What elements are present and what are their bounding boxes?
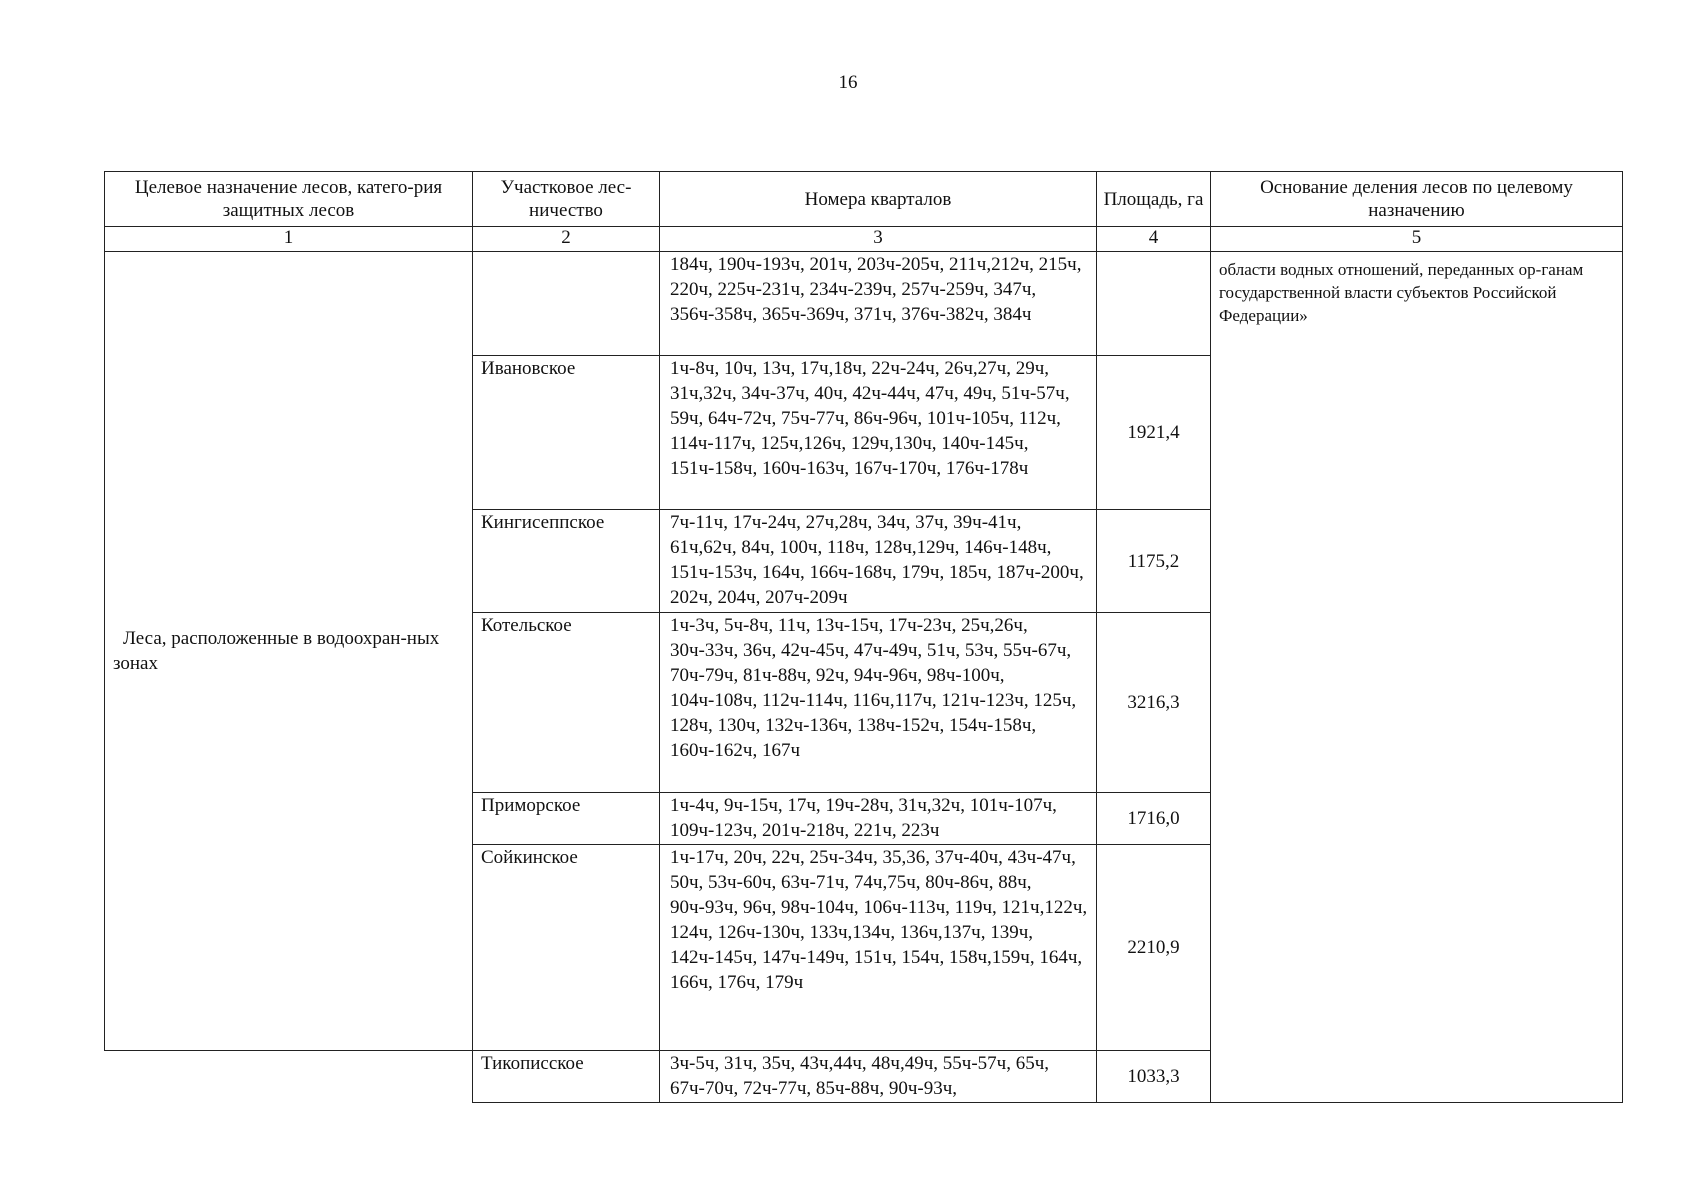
quarters-cell: 1ч-3ч, 5ч-8ч, 11ч, 13ч-15ч, 17ч-23ч, 25ч,26ч, 30ч-33ч, 36ч, 42ч-45ч, 47ч-49ч, 51ч, 53ч, 55ч-67ч, 70ч-79ч, 81ч-88ч, 92ч, 94ч-96ч, 98ч-100ч, 104ч-108ч, 112ч-114ч, 116ч,117ч, 121ч-123ч, 125ч, 128ч, 130ч, 132ч-136ч, 138ч-152ч, 154ч-158ч, 160ч-162ч, 167ч	[660, 613, 1097, 793]
header-area: Площадь, га	[1097, 172, 1211, 227]
purpose-text: Леса, расположенные в водоохран-ных зонах	[113, 628, 440, 674]
empty-purpose-cell	[105, 1051, 473, 1103]
header-row	[105, 172, 1623, 227]
area-cell	[1097, 252, 1211, 356]
forestry-cell: Сойкинское	[473, 845, 660, 1051]
quarters-cell: 1ч-8ч, 10ч, 13ч, 17ч,18ч, 22ч-24ч, 26ч,27ч, 29ч, 31ч,32ч, 34ч-37ч, 40ч, 42ч-44ч, 47ч, 49ч, 51ч-57ч, 59ч, 64ч-72ч, 75ч-77ч, 86ч-96ч, 101ч-105ч, 112ч, 114ч-117ч, 125ч,126ч, 129ч,130ч, 140ч-145ч, 151ч-158ч, 160ч-163ч, 167ч-170ч, 176ч-178ч	[660, 356, 1097, 510]
column-number: 3	[660, 227, 1097, 252]
column-number: 5	[1211, 227, 1623, 252]
quarters-cell: 7ч-11ч, 17ч-24ч, 27ч,28ч, 34ч, 37ч, 39ч-41ч, 61ч,62ч, 84ч, 100ч, 118ч, 128ч,129ч, 146ч-148ч, 151ч-153ч, 164ч, 166ч-168ч, 179ч, 185ч, 187ч-200ч, 202ч, 204ч, 207ч-209ч	[660, 510, 1097, 613]
page-number: 16	[838, 72, 858, 93]
forestry-cell: Котельское	[473, 613, 660, 793]
forest-division-table	[104, 171, 1623, 1103]
quarters-cell: 184ч, 190ч-193ч, 201ч, 203ч-205ч, 211ч,212ч, 215ч, 220ч, 225ч-231ч, 234ч-239ч, 257ч-259ч, 347ч, 356ч-358ч, 365ч-369ч, 371ч, 376ч-382ч, 384ч	[660, 252, 1097, 356]
table-row	[105, 252, 1623, 356]
header-quarters: Номера кварталов	[660, 172, 1097, 227]
quarters-cell: 1ч-4ч, 9ч-15ч, 17ч, 19ч-28ч, 31ч,32ч, 101ч-107ч, 109ч-123ч, 201ч-218ч, 221ч, 223ч	[660, 793, 1097, 845]
area-cell: 1716,0	[1097, 793, 1211, 845]
area-cell: 1921,4	[1097, 356, 1211, 510]
column-number: 2	[473, 227, 660, 252]
purpose-cell	[105, 252, 473, 1051]
area-cell: 1033,3	[1097, 1051, 1211, 1103]
forestry-cell	[473, 252, 660, 356]
forestry-cell: Кингисеппское	[473, 510, 660, 613]
header-basis: Основание деления лесов по целевому назначению	[1211, 172, 1623, 227]
header-forestry: Участковое лес-ничество	[473, 172, 660, 227]
forestry-cell: Тикописское	[473, 1051, 660, 1103]
column-number: 4	[1097, 227, 1211, 252]
forestry-cell: Приморское	[473, 793, 660, 845]
column-number-row	[105, 227, 1623, 252]
area-cell: 2210,9	[1097, 845, 1211, 1051]
area-cell: 3216,3	[1097, 613, 1211, 793]
quarters-cell: 3ч-5ч, 31ч, 35ч, 43ч,44ч, 48ч,49ч, 55ч-57ч, 65ч, 67ч-70ч, 72ч-77ч, 85ч-88ч, 90ч-93ч,	[660, 1051, 1097, 1103]
forestry-cell: Ивановское	[473, 356, 660, 510]
column-number: 1	[105, 227, 473, 252]
area-cell: 1175,2	[1097, 510, 1211, 613]
header-purpose: Целевое назначение лесов, катего-рия защитных лесов	[105, 172, 473, 227]
quarters-cell: 1ч-17ч, 20ч, 22ч, 25ч-34ч, 35,36, 37ч-40ч, 43ч-47ч, 50ч, 53ч-60ч, 63ч-71ч, 74ч,75ч, 80ч-86ч, 88ч, 90ч-93ч, 96ч, 98ч-104ч, 106ч-113ч, 119ч, 121ч,122ч, 124ч, 126ч-130ч, 133ч,134ч, 136ч,137ч, 139ч, 142ч-145ч, 147ч-149ч, 151ч, 154ч, 158ч,159ч, 164ч, 166ч, 176ч, 179ч	[660, 845, 1097, 1051]
basis-cell: области водных отношений, переданных ор-ганам государственной власти субъектов Российской Федерации»	[1211, 252, 1623, 1103]
